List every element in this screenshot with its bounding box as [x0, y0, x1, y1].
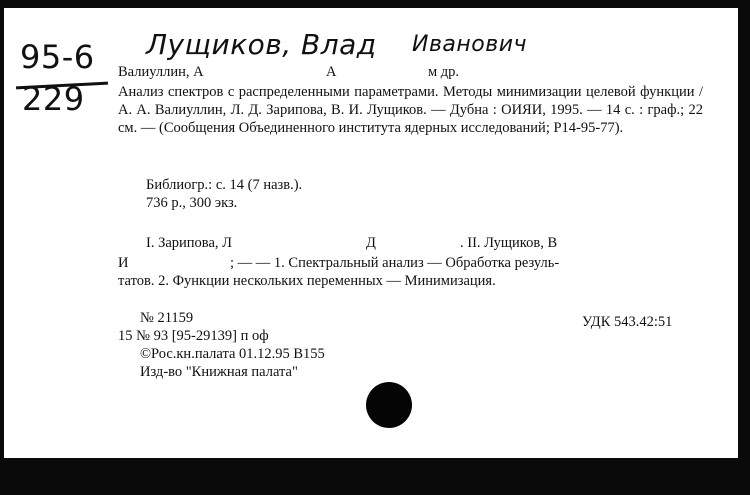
tracing-coauthor-1: I. Зарипова, Л	[146, 235, 232, 251]
publisher-line: Изд-во "Книжная палата"	[140, 364, 298, 380]
bibliographic-description: Анализ спектров с распределенными параметрами. Методы минимизации целевой функции / А. А. Валиуллин, Л. Д. Зарипова, В. И. Лущиков. — Дубна : ОИЯИ, 1995. — 14 с. : граф.; 22 см. — (Сообщения Объединенного института ядерных исследований; Р14-95-77).	[118, 84, 703, 136]
subject-headings-line-1: ; — — 1. Спектральный анализ — Обработка резуль-	[230, 255, 560, 271]
bibliography-note: Библиогр.: с. 14 (7 назв.).	[146, 177, 303, 193]
record-number: № 21159	[140, 310, 194, 326]
author-initial: А	[326, 64, 337, 80]
handwritten-author-name: Лущиков, Влад	[146, 28, 377, 61]
scan-border-left	[0, 0, 4, 495]
author-suffix: м др.	[428, 64, 460, 80]
tracing-initial-2: И	[118, 255, 129, 271]
scan-border-bottom	[0, 458, 750, 495]
shelfmark-top: 95-6	[20, 38, 95, 76]
copyright-line: ©Рос.кн.палата 01.12.95 В155	[140, 346, 325, 362]
subject-headings-line-2: татов. 2. Функции нескольких переменных — Минимизация.	[118, 273, 496, 289]
scan-border-top	[0, 0, 750, 8]
udk-classification: УДК 543.42:51	[582, 314, 673, 330]
tracing-coauthor-2: . II. Лущиков, В	[460, 235, 558, 251]
shelfmark-bottom: 229	[22, 80, 85, 118]
handwritten-patronymic: Иванович	[412, 32, 528, 57]
tracing-initial: Д	[366, 235, 376, 251]
registration-line: 15 № 93 [95-29139] п оф	[118, 328, 269, 344]
punch-hole	[366, 382, 412, 428]
price-print-run: 736 р., 300 экз.	[146, 195, 238, 211]
author-heading: Валиуллин, А	[118, 64, 204, 80]
scan-border-right	[738, 0, 750, 495]
